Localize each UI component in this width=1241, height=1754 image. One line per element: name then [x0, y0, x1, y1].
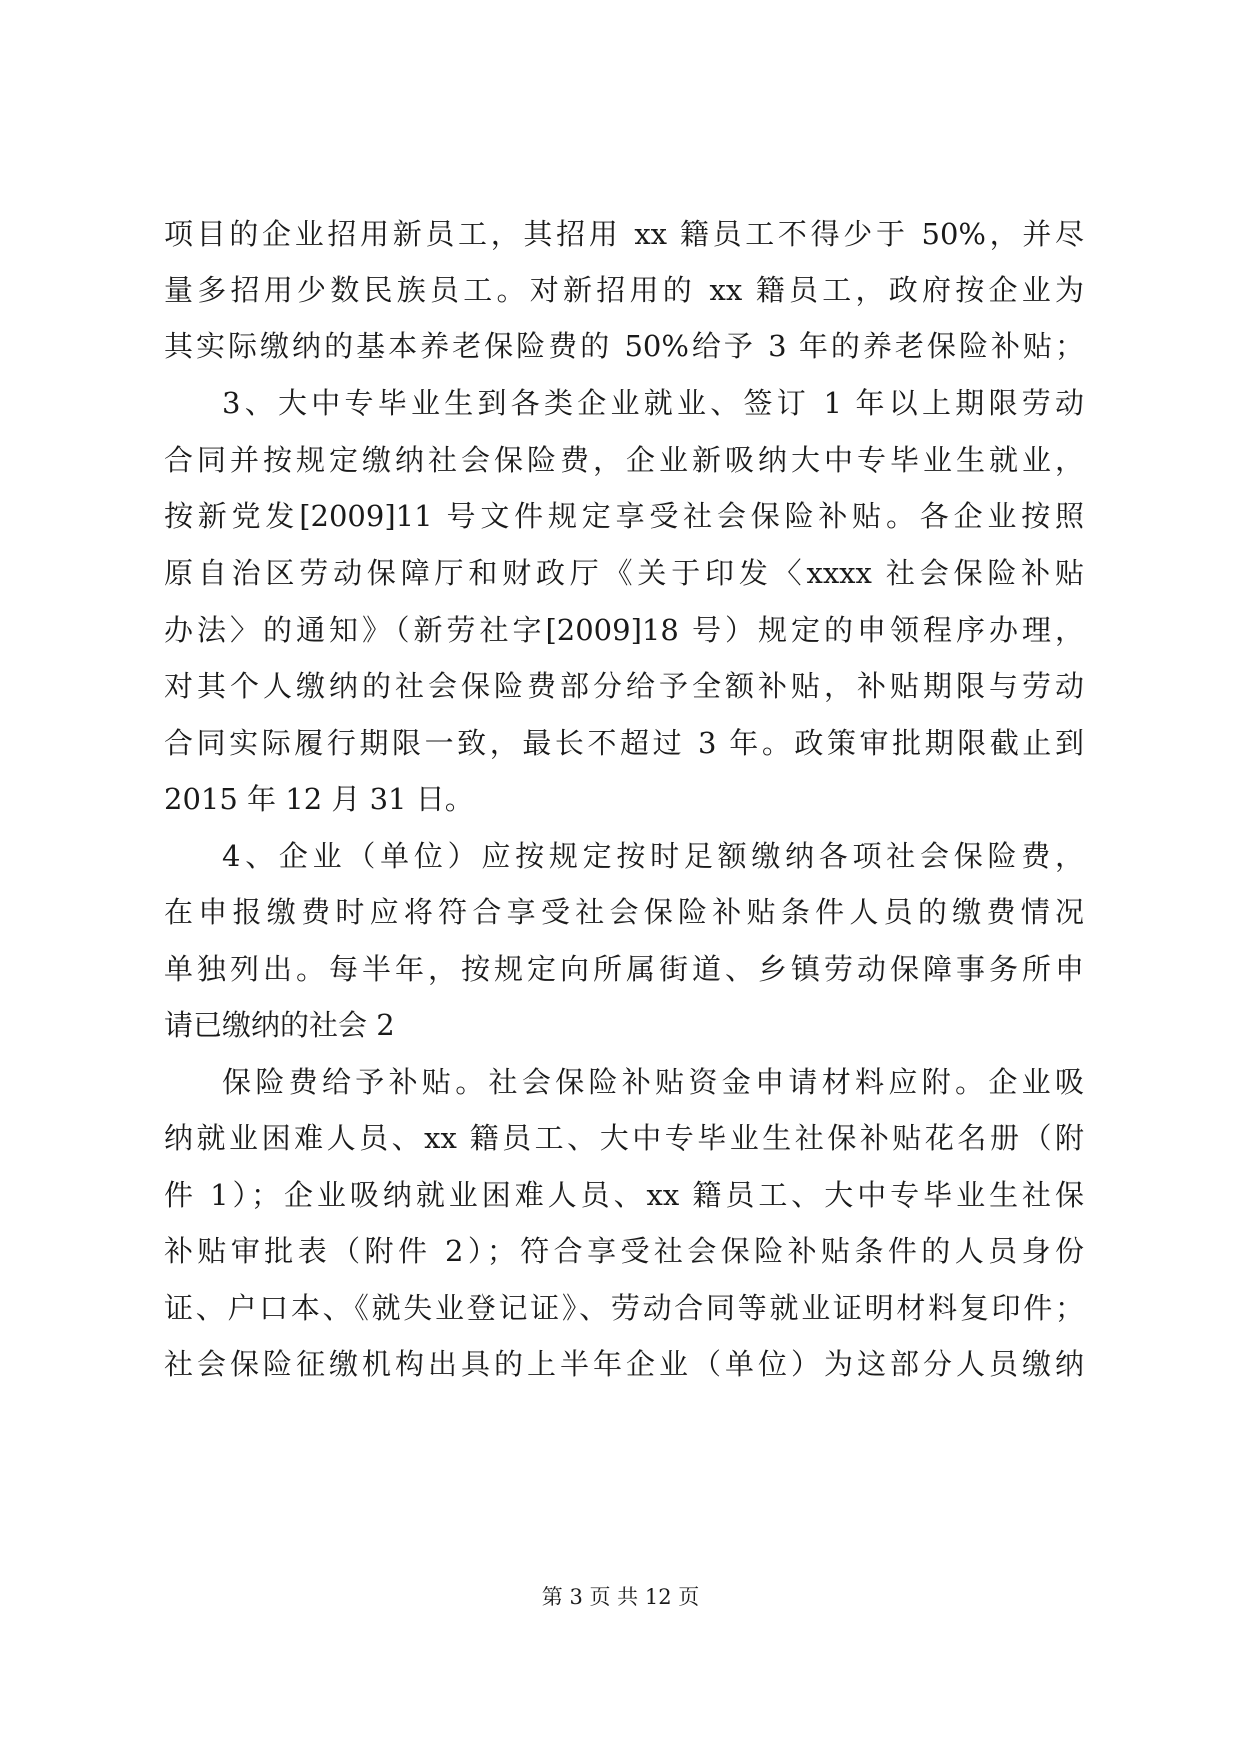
text-line: 补贴审批表（附件 2）；符合享受社会保险补贴条件的人员身份 [164, 1234, 1084, 1268]
text-line: 合同并按规定缴纳社会保险费，企业新吸纳大中专毕业生就业， [164, 443, 1084, 477]
text-line: 纳就业困难人员、xx 籍员工、大中专毕业生社保补贴花名册（附 [164, 1121, 1084, 1155]
text-line: 合同实际履行期限一致，最长不超过 3 年。政策审批期限截止到 [164, 726, 1084, 760]
text-line: 单独列出。每半年，按规定向所属街道、乡镇劳动保障事务所申 [164, 952, 1084, 986]
text-line: 社会保险征缴机构出具的上半年企业（单位）为这部分人员缴纳 [164, 1347, 1084, 1381]
paragraph-5-start: 保险费给予补贴。社会保险补贴资金申请材料应附。企业吸 [222, 1065, 1084, 1099]
text-line: 其实际缴纳的基本养老保险费的 50%给予 3 年的养老保险补贴； [164, 329, 1084, 363]
text-line: 原自治区劳动保障厅和财政厅《关于印发〈xxxx 社会保险补贴 [164, 556, 1084, 590]
text-line: 2015 年 12 月 31 日。 [164, 782, 474, 816]
text-line: 对其个人缴纳的社会保险费部分给予全额补贴，补贴期限与劳动 [164, 669, 1084, 703]
page-footer: 第 3 页 共 12 页 [541, 1585, 700, 1609]
text-line: 办法〉的通知》（新劳社字[2009]18 号）规定的申领程序办理， [164, 613, 1084, 647]
text-line: 按新党发[2009]11 号文件规定享受社会保险补贴。各企业按照 [164, 499, 1084, 533]
paragraph-3-start: 3、大中专毕业生到各类企业就业、签订 1 年以上期限劳动 [222, 386, 1084, 420]
text-line: 量多招用少数民族员工。对新招用的 xx 籍员工，政府按企业为 [164, 273, 1084, 307]
text-line: 件 1）；企业吸纳就业困难人员、xx 籍员工、大中专毕业生社保 [164, 1178, 1084, 1212]
text-line: 证、户口本、《就失业登记证》、劳动合同等就业证明材料复印件； [164, 1291, 1084, 1325]
paragraph-4-start: 4、企业（单位）应按规定按时足额缴纳各项社会保险费， [222, 839, 1084, 873]
text-line: 在申报缴费时应将符合享受社会保险补贴条件人员的缴费情况 [164, 895, 1084, 929]
text-line: 请已缴纳的社会 2 [164, 1008, 395, 1042]
text-line: 项目的企业招用新员工，其招用 xx 籍员工不得少于 50%，并尽 [164, 217, 1084, 251]
